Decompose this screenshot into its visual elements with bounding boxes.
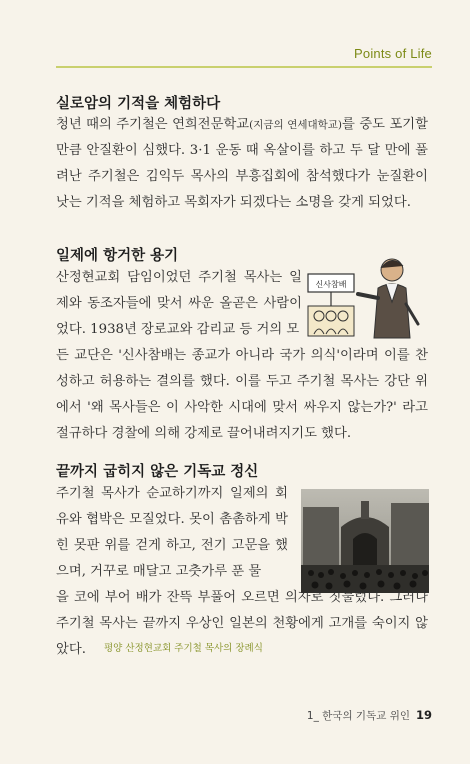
- section-heading-courage: 일제에 항거한 용기: [56, 248, 179, 264]
- section-heading-faith: 끝까지 굽히지 않은 기독교 정신: [56, 464, 259, 480]
- paragraph-text: 를 중도 포기할 만큼 안질환이 심했다. 3·1 운동 때 옥살이를 하고 두 달 만에 풀려난 주기철은 김익두 목사의 부흥집회에 참석했다가 눈질환이 낫는 기적을 체험하고 목회자가 되겠다는 소명을 갖게 되었다.: [56, 117, 428, 210]
- funeral-photo: [301, 489, 429, 593]
- chapter-title: 1_ 한국의 기독교 위인: [306, 710, 410, 722]
- section-paragraph-faith-bottom: 을 코에 부어 배가 잔뜩 부풀어 오르면 의자로 짓눌렀다. 그러나 주기철 목사는 끝까지 우상인 일본의 천황에게 고개를 숙이지 않았다.: [56, 590, 428, 657]
- section-paragraph-courage-top: 산정현교회 담임이었던 주기철 목사는 일제와 동조자들에 맞서 싸운 올곧은 사람이었다. 1938년 장로교와 감리교 등 거의 모: [56, 270, 302, 337]
- page-footer: [307, 708, 432, 723]
- illustration-sign-text: 신사참배: [315, 280, 347, 289]
- protest-illustration: [306, 254, 430, 340]
- photo-caption: 평양 산정현교회 주기철 목사의 장례식: [104, 643, 263, 654]
- paragraph-note: (지금의 연세대학교): [249, 119, 343, 131]
- section-paragraph-miracle: [56, 112, 428, 216]
- header-rule: [56, 66, 432, 68]
- paragraph-text: 청년 때의 주기철은 연희전문학교: [56, 117, 250, 132]
- header-label: Points of Life: [354, 46, 432, 61]
- section-paragraph-faith-top: 주기철 목사가 순교하기까지 일제의 회유와 협박은 모질었다. 못이 촘촘하게 박힌 못판 위를 걷게 하고, 전기 고문을 했으며, 거꾸로 매달고 고춧가루 푼 물: [56, 486, 288, 579]
- page-number: 19: [415, 708, 432, 722]
- section-heading-miracle: 실로암의 기적을 체험하다: [56, 96, 221, 112]
- section-paragraph-courage-bottom: 든 교단은 '신사참배는 종교가 아니라 국가 의식'이라며 이를 찬성하고 허용하는 결의를 했다. 이를 두고 주기철 목사는 강단 위에서 '왜 목사들은 이 사악한 시대에 맞서 싸우지 않는가?' 라고 절규하다 경찰에 의해 강제로 끌어내려지기도 했다.: [56, 348, 428, 441]
